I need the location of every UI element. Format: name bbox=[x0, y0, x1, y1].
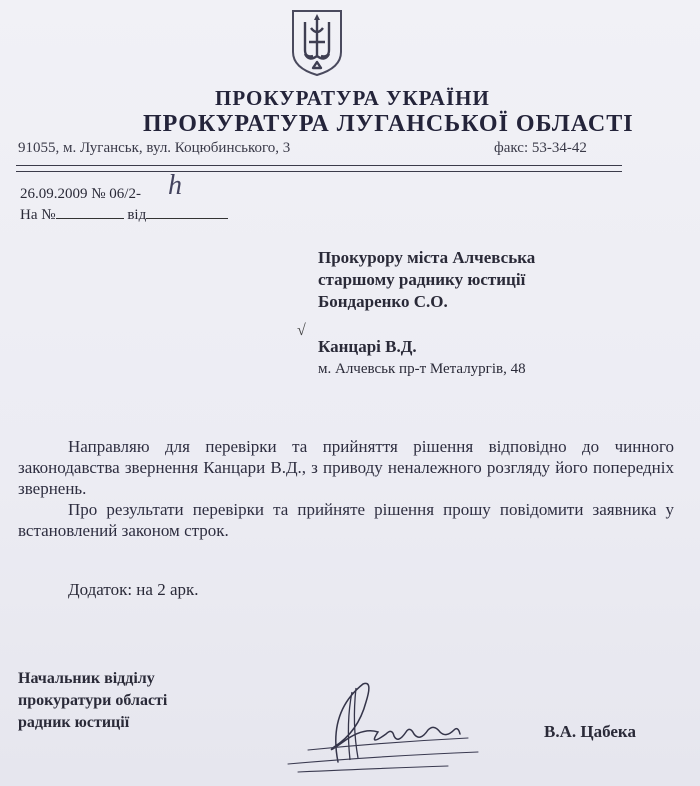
org-fax: факс: 53-34-42 bbox=[494, 140, 587, 156]
ref-date-blank bbox=[146, 218, 228, 219]
addressee-line-2: старшому раднику юстиції bbox=[318, 270, 526, 289]
coat-of-arms-emblem bbox=[289, 8, 345, 78]
outgoing-date-number: 26.09.2009 № 06/2- bbox=[20, 186, 141, 202]
ref-date-label: від bbox=[127, 207, 147, 223]
copy-recipient-address: м. Алчевськ пр-т Металургів, 48 bbox=[318, 361, 526, 377]
header-rule-top bbox=[16, 165, 622, 166]
handwritten-number-mark: h bbox=[168, 170, 182, 201]
signer-position-line-2: прокуратури області bbox=[18, 692, 168, 709]
body-paragraph-2: Про результати перевірки та прийняте рішення прошу повідомити заявника у встановлений законом строк. bbox=[18, 500, 674, 540]
body-paragraph-1: Направляю для перевірки та прийняття рішення відповідно до чинного законодавства звернення Канцари В.Д., з приводу неналежного розгляду його попередніх звернень. bbox=[18, 437, 674, 498]
org-top-heading: ПРОКУРАТУРА УКРАЇНИ bbox=[215, 86, 490, 110]
ref-number-label: На № bbox=[20, 207, 56, 223]
signer-name: В.А. Цабека bbox=[544, 722, 636, 741]
check-mark: √ bbox=[297, 322, 306, 339]
letter-body bbox=[18, 436, 674, 541]
copy-recipient-name: Канцарі В.Д. bbox=[318, 337, 417, 356]
addressee-line-3: Бондаренко С.О. bbox=[318, 292, 448, 311]
org-main-heading: ПРОКУРАТУРА ЛУГАНСЬКОЇ ОБЛАСТІ bbox=[143, 111, 634, 137]
ref-number-blank bbox=[56, 218, 124, 219]
signer-position-line-1: Начальник відділу bbox=[18, 670, 155, 687]
handwritten-signature bbox=[268, 672, 488, 777]
incoming-reference-line bbox=[20, 207, 228, 224]
attachment-note: Додаток: на 2 арк. bbox=[68, 580, 199, 599]
signer-position-line-3: радник юстиції bbox=[18, 714, 130, 731]
org-address: 91055, м. Луганськ, вул. Коцюбинського, 3 bbox=[18, 140, 291, 156]
addressee-line-1: Прокурору міста Алчевська bbox=[318, 248, 536, 267]
header-rule-bottom bbox=[16, 171, 622, 172]
